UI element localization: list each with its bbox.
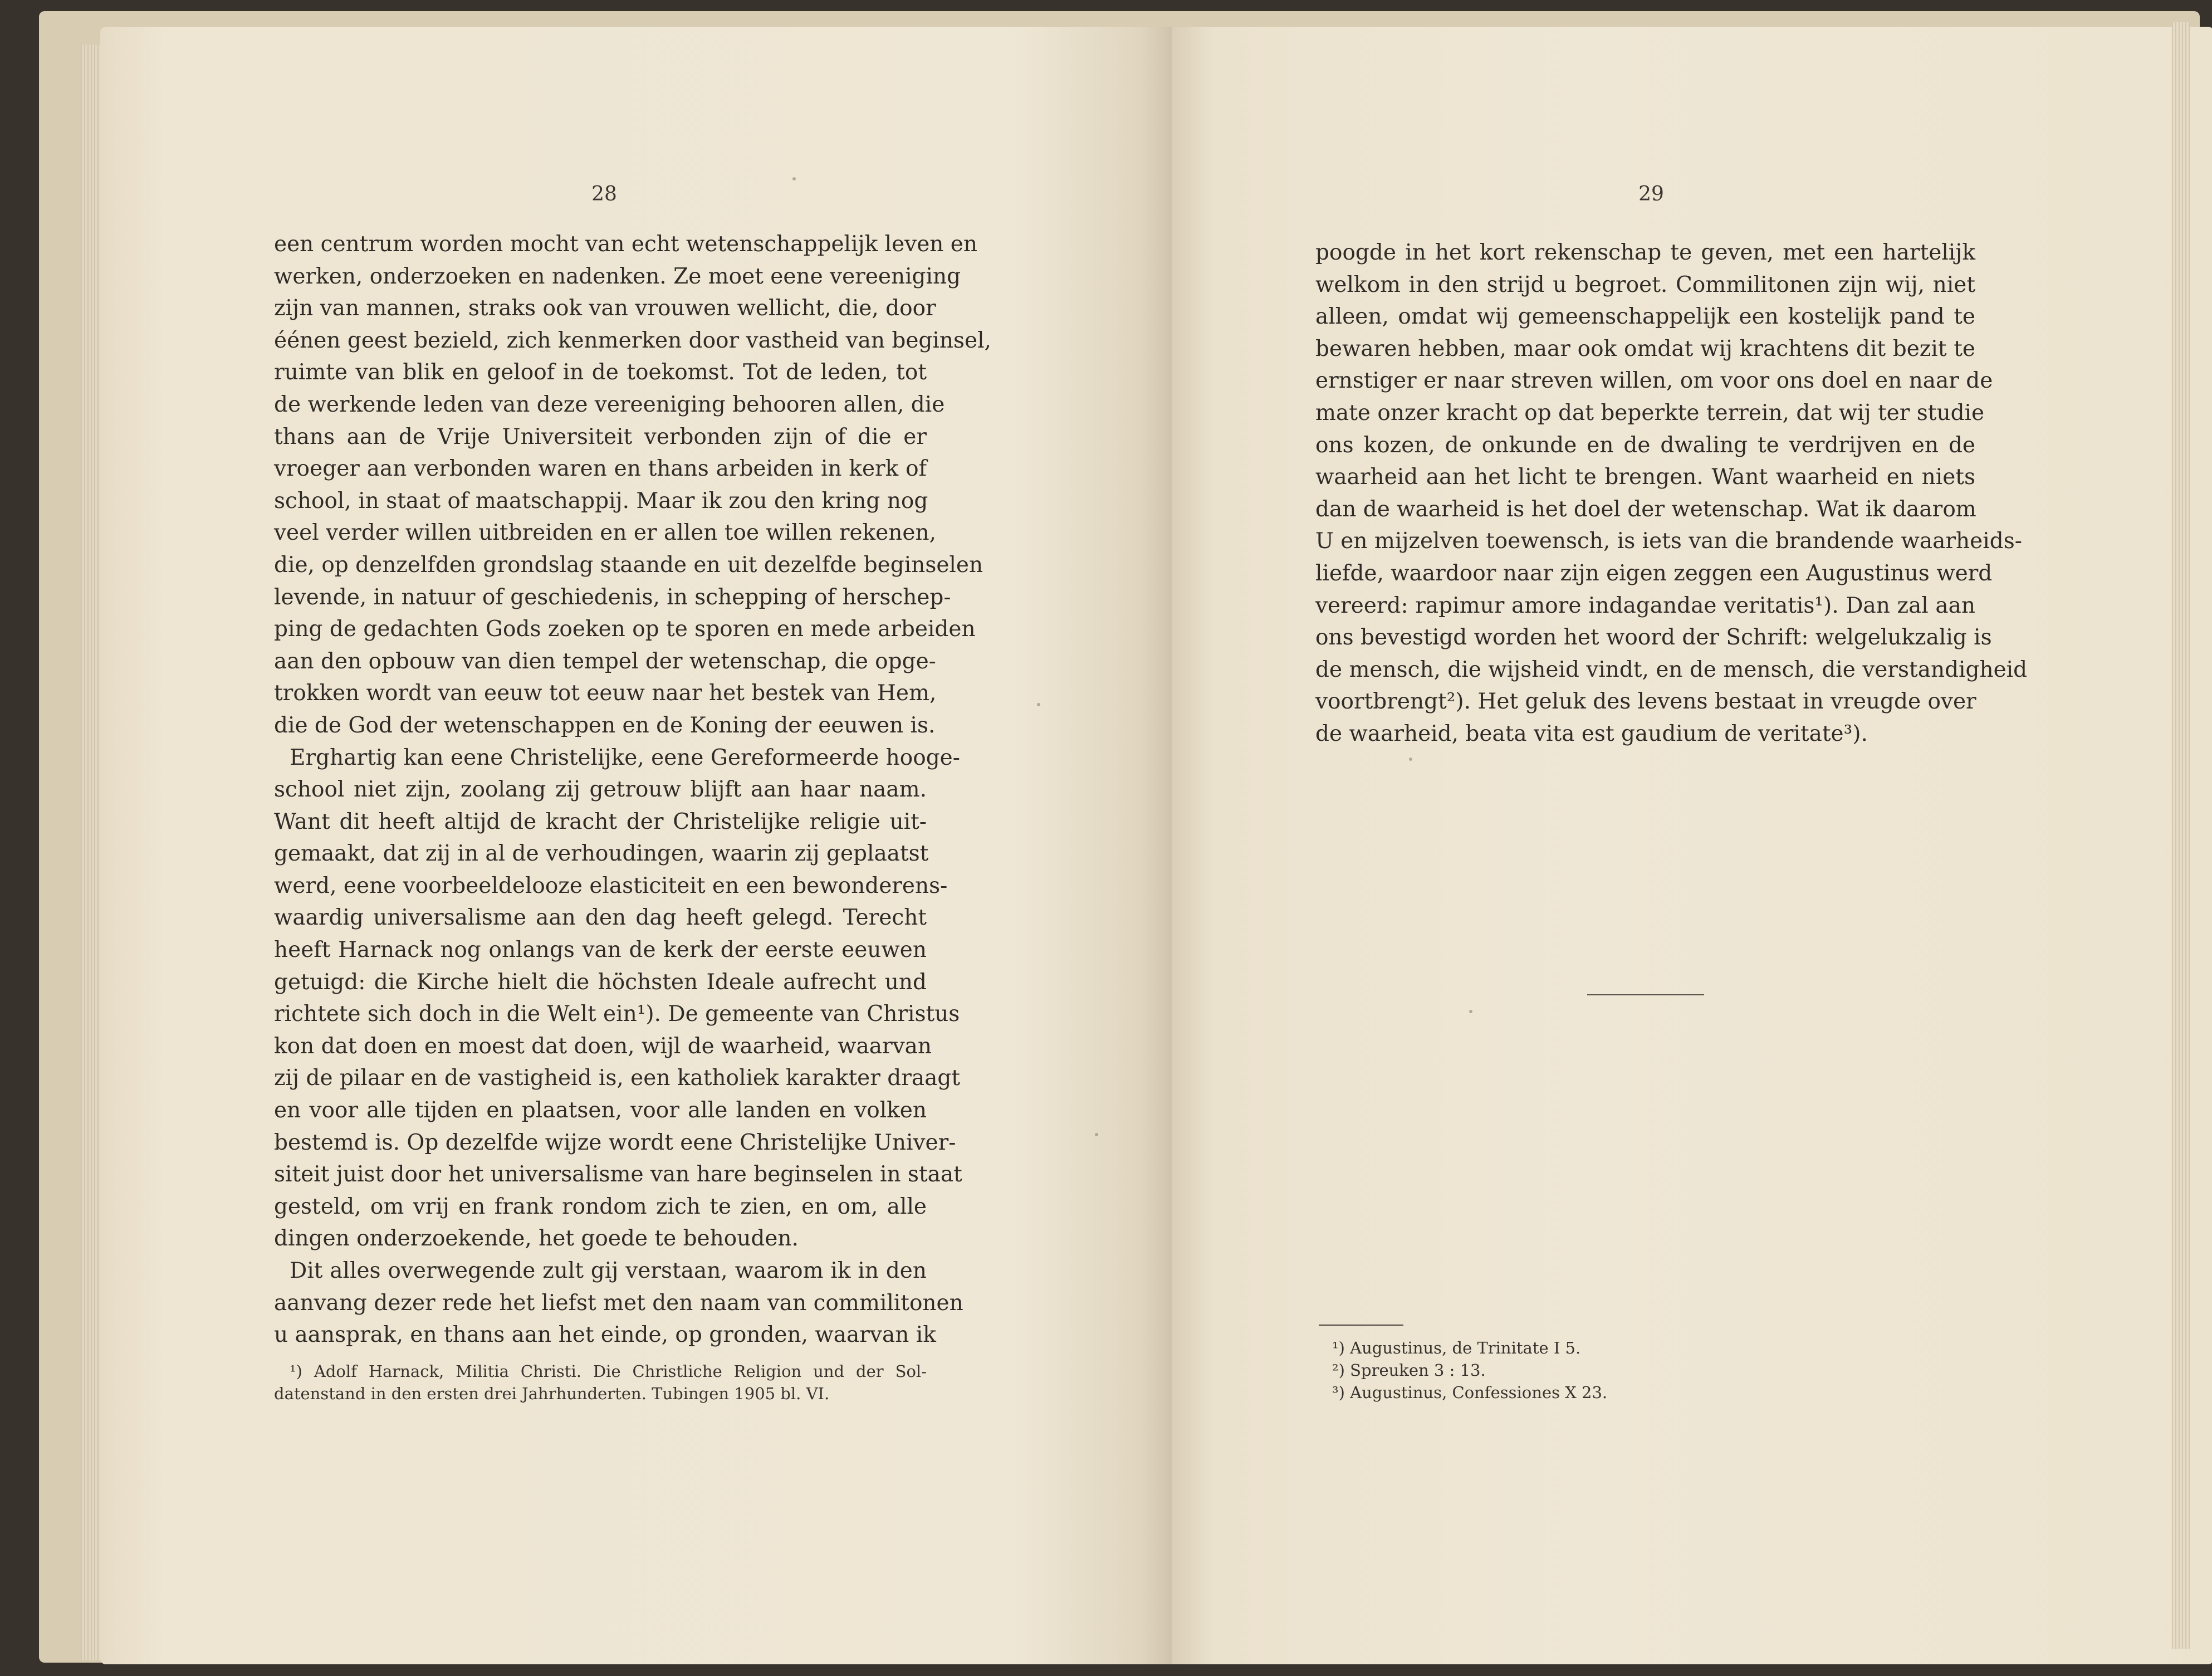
text-line: school niet zijn, zoolang zij getrouw blijft aan haar naam. [274,777,927,803]
text-line: u aansprak, en thans aan het einde, op gronden, waarvan ik [274,1322,936,1348]
right-page-number: 29 [1638,183,1664,206]
page-edges-left [81,45,103,1660]
footnote-line: ³) Augustinus, Confessiones X 23. [1332,1383,1608,1402]
text-line: vroeger aan verbonden waren en thans arbeiden in kerk of [274,456,927,482]
text-line: mate onzer kracht op dat beperkte terrein, dat wij ter studie [1315,400,1985,426]
text-line: richtete sich doch in die Welt ein¹). De gemeente van Christus [274,1001,960,1027]
text-line: bewaren hebben, maar ook omdat wij krachtens dit bezit te [1315,336,1975,361]
text-line: dingen onderzoekende, het goede te behouden. [274,1226,799,1252]
section-end-rule [1587,994,1704,995]
text-line: een centrum worden mocht van echt wetenschappelijk leven en [274,232,978,257]
right-footnotes [1332,1337,1722,1404]
text-line: Want dit heeft altijd de kracht der Christelijke religie uit- [274,809,927,834]
footnote-line: ¹) Augustinus, de Trinitate I 5. [1332,1338,1581,1357]
text-line: en voor alle tijden en plaatsen, voor alle landen en volken [274,1098,927,1123]
text-line: Dit alles overwegende zult gij verstaan, waarom ik in den [290,1258,927,1283]
text-line: getuigd: die Kirche hielt die höchsten Ideale aufrecht und [274,969,927,995]
text-line: heeft Harnack nog onlangs van de kerk der eerste eeuwen [274,937,927,963]
text-line: waarheid aan het licht te brengen. Want waarheid en niets [1315,465,1975,490]
text-line: ernstiger er naar streven willen, om voor ons doel en naar de [1315,368,1993,394]
text-line: werken, onderzoeken en nadenken. Ze moet eene vereeniging [274,263,961,289]
footnote-separator [1319,1325,1403,1326]
text-line: die de God der wetenschappen en de Koning der eeuwen is. [274,712,936,738]
text-line: welkom in den strijd u begroet. Commilitonen zijn wij, niet [1315,272,1975,297]
footnote-line: datenstand in den ersten drei Jahrhunderten. Tubingen 1905 bl. VI. [274,1384,830,1403]
paper-speck [1469,1010,1472,1013]
text-line: die, op denzelfden grondslag staande en uit dezelfde beginselen [274,552,983,578]
text-line: éénen geest bezield, zich kenmerken door vastheid van beginsel, [274,328,991,353]
page-edges-right [2172,22,2190,1649]
text-line: alleen, omdat wij gemeenschappelijk een kostelijk pand te [1315,304,1975,330]
text-line: poogde in het kort rekenschap te geven, met een hartelijk [1315,240,1975,265]
left-footnotes [274,1360,927,1405]
text-line: zij de pilaar en de vastigheid is, een katholiek karakter draagt [274,1066,961,1091]
text-line: liefde, waardoor naar zijn eigen zeggen een Augustinus werd [1315,560,1993,586]
text-line: ons bevestigd worden het woord der Schrift: welgelukzalig is [1315,625,1992,651]
text-line: trokken wordt van eeuw tot eeuw naar het bestek van Hem, [274,681,937,706]
left-body-text [274,228,991,1351]
text-line: thans aan de Vrije Universiteit verbonden zijn of die er [274,424,927,449]
left-page-number: 28 [591,183,617,206]
text-line: aanvang dezer rede het liefst met den naam van commilitonen [274,1290,963,1316]
text-line: school, in staat of maatschappij. Maar ik zou den kring nog [274,488,928,514]
text-line: U en mijzelven toewensch, is iets van die brandende waarheids- [1315,529,2022,554]
text-line: ons kozen, de onkunde en de dwaling te verdrijven en de [1315,432,1975,458]
text-line: kon dat doen en moest dat doen, wijl de waarheid, waarvan [274,1033,932,1059]
text-line: ruimte van blik en geloof in de toekomst. Tot de leden, tot [274,360,927,385]
right-body-text [1315,237,2028,750]
text-line: siteit juist door het universalisme van hare beginselen in staat [274,1162,962,1188]
text-line: gesteld, om vrij en frank rondom zich te zien, en om, alle [274,1194,927,1219]
footnote-line: ²) Spreuken 3 : 13. [1332,1361,1486,1380]
text-line: bestemd is. Op dezelfde wijze wordt eene Christelijke Univer- [274,1130,956,1155]
text-line: voortbrengt²). Het geluk des levens bestaat in vreugde over [1315,689,1976,715]
paper-speck [1409,758,1412,761]
text-line: werd, eene voorbeeldelooze elasticiteit en een bewonderens- [274,873,948,898]
text-line: ping de gedachten Gods zoeken op te sporen en mede arbeiden [274,617,976,642]
paper-speck [792,177,796,180]
text-line: de werkende leden van deze vereeniging behooren allen, die [274,392,945,417]
text-line: Erghartig kan eene Christelijke, eene Gereformeerde hooge- [290,745,960,770]
text-line: de waarheid, beata vita est gaudium de veritate³). [1315,721,1868,746]
text-line: gemaakt, dat zij in al de verhoudingen, waarin zij geplaatst [274,841,929,867]
text-line: vereerd: rapimur amore indagandae veritatis¹). Dan zal aan [1315,593,1975,618]
paper-speck [1037,703,1040,706]
footnote-line: ¹) Adolf Harnack, Militia Christi. Die Christliche Religion und der Sol- [290,1362,927,1381]
text-line: dan de waarheid is het doel der wetenschap. Wat ik daarom [1315,496,1976,522]
text-line: aan den opbouw van dien tempel der wetenschap, die opge- [274,648,936,674]
text-line: veel verder willen uitbreiden en er allen toe willen rekenen, [274,520,936,546]
text-line: levende, in natuur of geschiedenis, in schepping of herschep- [274,584,951,610]
text-line: zijn van mannen, straks ook van vrouwen wellicht, die, door [274,296,936,321]
paper-speck [1095,1133,1098,1136]
text-line: de mensch, die wijsheid vindt, en de mensch, die verstandigheid [1315,657,2028,682]
text-line: waardig universalisme aan den dag heeft gelegd. Terecht [274,905,927,931]
